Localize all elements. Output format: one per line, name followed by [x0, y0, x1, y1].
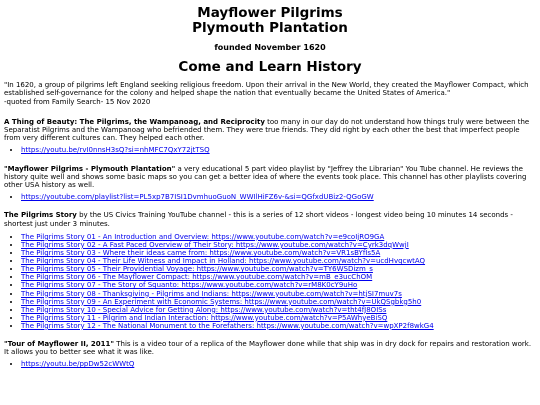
section-text: by the US Civics Training YouTube channel - this is a series of 12 short videos - longest video being 10 minutes 14 seconds - shortest just under 3 minutes. [4, 211, 513, 228]
section-description [4, 118, 536, 143]
section-title: "Mayflower Pilgrims - Plymouth Plantation" [4, 164, 176, 173]
section-text: too many in our day do not understand how things truly were between the Separatist Pilgrims and the Wampanoag who befriended them. They were true friends. They did right by each other the best that imperfect people from very different cultures can. They helped each other. [4, 117, 530, 143]
story-link-06[interactable]: The Pilgrims Story 06 - The Mayflower Compact: https://www.youtube.com/watch?v=mB_e3ucChOM [21, 273, 373, 282]
section-mayflower-playlist [4, 165, 536, 202]
page-subtitle: Come and Learn History [178, 59, 362, 76]
story-link-02[interactable]: The Pilgrims Story 02 - A Fast Paced Overview of Their Story: https://www.youtube.com/watch?v=Cyrk3dqWwjI [21, 240, 409, 249]
story-link-12[interactable]: The Pilgrims Story 12 - The National Monument to the Forefathers: https://www.youtube.com/watch?v=wpXP2f8wkG4 [21, 321, 434, 330]
section-text: a very educational 5 part video playlist by "Jeffrey the Librarian" You Tube channel. He reviews the history quite well and shows some basic maps so you can get a better idea of where the events took place. This channel has other playlists covering other USA history as well. [4, 164, 527, 190]
list-item [21, 257, 536, 265]
playlist-link[interactable]: https://youtube.com/playlist?list=PL5xp7B7ISI1DvmhuoGuoN_WWIlHiFZ6v-&si=QGfxdUBiz2-QGoGW [21, 193, 374, 202]
youtube-link[interactable]: https://youtu.be/rvI0nnsH3sQ?si=nhMFC7QxY72jtTSQ [21, 146, 210, 155]
story-link-08[interactable]: The Pilgrims Story 08 - Thanksgiving - Pilgrims and Indians: https://www.youtube.com/watch?v=htjSI7muv7s [21, 289, 402, 298]
founded-date: founded November 1620 [214, 43, 326, 52]
story-link-03[interactable]: The Pilgrims Story 03 - Where their ideas came from: https://www.youtube.com/watch?v=VR1sBYfIs5A [21, 249, 381, 258]
tour-video-link[interactable]: https://youtu.be/ppDw52cWWtQ [21, 360, 135, 369]
list-item [21, 249, 536, 257]
story-link-01[interactable]: The Pilgrims Story 01 - An Introduction and Overview: https://www.youtube.com/watch?v=e9coIjRO9GA [21, 232, 385, 241]
page-title [4, 6, 536, 36]
title-line-2: Plymouth Plantation [192, 20, 348, 36]
section-pilgrims-story [4, 211, 536, 330]
section-title: A Thing of Beauty: The Pilgrims, the Wampanoag, and Reciprocity [4, 117, 265, 126]
story-link-04[interactable]: The Pilgrims Story 04 - Their Life Witness and Impact in Holland: https://www.youtube.com/watch?v=ucdHvqcwtAQ [21, 257, 426, 266]
link-list [4, 360, 536, 368]
link-list [4, 146, 536, 154]
section-description [4, 165, 536, 190]
story-link-list [4, 233, 536, 330]
story-link-11[interactable]: The Pilgrims Story 11 - Pilgrim and Indian Interaction: https://www.youtube.com/watch?v=P5AWhyeBiSQ [21, 313, 388, 322]
list-item [21, 281, 536, 289]
section-mayflower-tour [4, 340, 536, 369]
intro-quote [4, 81, 536, 106]
list-item [21, 241, 536, 249]
list-item [21, 314, 536, 322]
list-item [21, 298, 536, 306]
section-title: "Tour of Mayflower II, 2011" [4, 339, 115, 348]
list-item [21, 306, 536, 314]
link-list [4, 193, 536, 201]
section-thing-of-beauty [4, 118, 536, 155]
title-line-1: Mayflower Pilgrims [197, 5, 343, 21]
quote-source: -quoted from Family Search- 15 Nov 2020 [4, 97, 151, 106]
story-link-05[interactable]: The Pilgrims Story 05 - Their Providential Voyage: https://www.youtube.com/watch?v=TY6WSDizm_s [21, 265, 373, 274]
list-item [21, 193, 536, 201]
section-title: The Pilgrims Story [4, 211, 77, 220]
list-item [21, 322, 536, 330]
list-item [21, 146, 536, 154]
list-item [21, 273, 536, 281]
section-text: This is a video tour of a replica of the Mayflower done while that ship was in dry dock for repairs and restoration work. It allows you to better see what it was like. [4, 339, 532, 357]
story-link-07[interactable]: The Pilgrims Story 07 - The Story of Squanto: https://www.youtube.com/watch?v=rM8K0cY9uHo [21, 281, 358, 290]
list-item [21, 360, 536, 368]
list-item [21, 265, 536, 273]
story-link-10[interactable]: The Pilgrims Story 10 - Special Advice for Getting Along: https://www.youtube.com/watch?v=tht4fJ8OISs [21, 305, 387, 314]
list-item [21, 233, 536, 241]
section-description [4, 211, 536, 227]
quote-text: "In 1620, a group of pilgrims left England seeking religious freedom. Upon their arrival in the New World, they created the Mayflower Compact, which established self-governance for the colony and helped shape the nation that eventually became the United States of America." [4, 81, 529, 98]
list-item [21, 290, 536, 298]
story-link-09[interactable]: The Pilgrims Story 09 - An Experiment with Economic Systems: https://www.youtube.com/watch?v=UkQSgbkg5h0 [21, 297, 422, 306]
section-description [4, 340, 536, 356]
